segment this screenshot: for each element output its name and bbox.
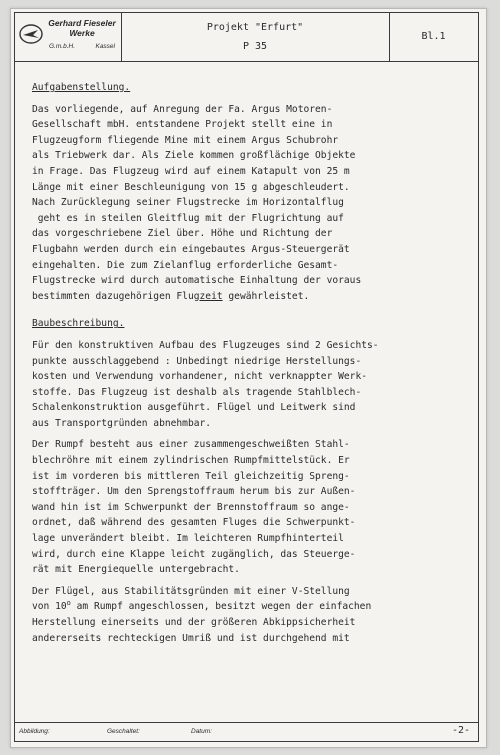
text-line: aus Transportgründen abnehmbar. <box>32 417 212 429</box>
sheet-number: Bl.1 <box>421 31 446 42</box>
company-gmbh: G.m.b.H. <box>49 43 76 50</box>
company-city: Kassel <box>95 43 115 50</box>
text-line: Für den konstruktiven Aufbau des Flugzeuges sind 2 Gesichts- <box>32 339 379 351</box>
text-line: Nach Zurücklegung seiner Flugstrecke im Horizontalflug <box>32 197 344 209</box>
text-line: stoffe. Das Flugzeug ist deshalb als tragende Stahlblech- <box>32 386 362 398</box>
text-line: in Frage. Das Flugzeug wird auf einem Katapult von 25 m <box>32 165 350 177</box>
text-line: eingehalten. Die zum Zielanflug erforderliche Gesamt- <box>32 259 339 271</box>
footer-switched-label: Geschaltet: <box>107 728 140 735</box>
text-line: geht es in steilen Gleitflug mit der Flugrichtung auf <box>32 212 344 224</box>
text-line: als Triebwerk dar. Als Ziele kommen großflächige Objekte <box>32 150 356 162</box>
text-fragment: von 10 <box>32 601 67 613</box>
text-line: Schalenkonstruktion ausgeführt. Flügel und Leitwerk sind <box>32 402 356 414</box>
footer-date-label: Datum: <box>191 728 212 735</box>
footer-figure-label: Abbildung: <box>19 728 50 735</box>
heading-aufgabenstellung: Aufgabenstellung. <box>32 82 131 93</box>
sheet-block <box>389 13 478 61</box>
project-title: Projekt "Erfurt" <box>206 22 304 33</box>
text-line: Gesellschaft mbH. entstandene Projekt stellt eine in <box>32 119 333 131</box>
text-line: Flugstrecke wird durch automatische Einhaltung der voraus <box>32 275 362 287</box>
text-line: das vorgeschriebene Ziel über. Höhe und Richtung der <box>32 228 333 240</box>
text-line: stoffträger. Um den Sprengstoffraum herum bis zur Außen- <box>32 486 356 498</box>
text-line: wird, durch eine Klappe leicht zugänglich, das Steuerge- <box>32 548 356 560</box>
text-line: punkte ausschlaggebend : Unbedingt niedrige Herstellungs- <box>32 355 362 367</box>
text-line <box>32 599 432 615</box>
text-line: andererseits rechteckigen Umriß und ist durchgehend mit <box>32 632 350 644</box>
degree-superscript: o <box>66 599 71 608</box>
paragraph-baubeschreibung-2 <box>32 437 432 577</box>
text-line: rät mit Energiequelle untergebracht. <box>32 564 240 576</box>
text-line: wand hin ist im Schwerpunkt der Brennstoffraum so ange- <box>32 501 350 513</box>
title-block <box>15 13 478 62</box>
heading-baubeschreibung: Baubeschreibung. <box>32 318 125 330</box>
text-line: Herstellung einerseits und der größeren Abkippsicherheit <box>32 617 356 628</box>
text-line: Der Rumpf besteht aus einer zusammengeschweißten Stahl- <box>32 439 350 451</box>
company-logo-icon <box>18 23 44 45</box>
text-line: Das vorliegende, auf Anregung der Fa. Argus Motoren- <box>32 103 333 115</box>
text-line <box>32 289 432 305</box>
paragraph-baubeschreibung-3 <box>32 584 432 646</box>
text-line: ordnet, daß während des gesamten Fluges die Schwerpunkt- <box>32 517 356 529</box>
company-block <box>15 13 122 61</box>
paragraph-baubeschreibung-1 <box>32 338 432 432</box>
page-number: -2- <box>451 725 470 736</box>
text-fragment: am Rumpf angeschlossen, besitzt wegen der einfachen <box>70 601 372 613</box>
project-block <box>121 13 390 61</box>
text-line: kosten und Verwendung vorhandener, nicht verknappter Werk- <box>32 371 368 383</box>
text-line: blechröhre mit einem zylindrischen Rumpfmittelstück. Er <box>32 455 350 467</box>
text-line: Flugzeugform fliegende Mine mit einem Argus Schubrohr <box>32 134 339 146</box>
text-line: Flugbahn werden durch ein eingebautes Argus-Steuergerät <box>32 243 350 255</box>
text-line: ist im vorderen bis mittleren Teil gleichzeitig Spreng- <box>32 470 350 482</box>
company-name: Gerhard Fieseler <box>48 18 116 28</box>
text-fragment: gewährleistet. <box>222 290 310 302</box>
text-line: Länge mit einer Beschleunigung von 15 g abgeschleudert. <box>32 181 350 193</box>
text-line: Der Flügel, aus Stabilitätsgründen mit einer V-Stellung <box>32 585 350 597</box>
footer <box>15 722 478 741</box>
paragraph-aufgabenstellung <box>32 102 432 305</box>
project-number: P 35 <box>242 41 268 52</box>
document-body <box>32 80 432 646</box>
text-fragment: bestimmten dazugehörigen Flug <box>32 290 200 302</box>
company-legal <box>45 43 119 50</box>
underlined-word: zeit <box>199 290 223 302</box>
company-works: Werke <box>69 28 95 38</box>
text-line: lage unverändert bleibt. Im leichteren Rumpfhinterteil <box>32 533 344 545</box>
